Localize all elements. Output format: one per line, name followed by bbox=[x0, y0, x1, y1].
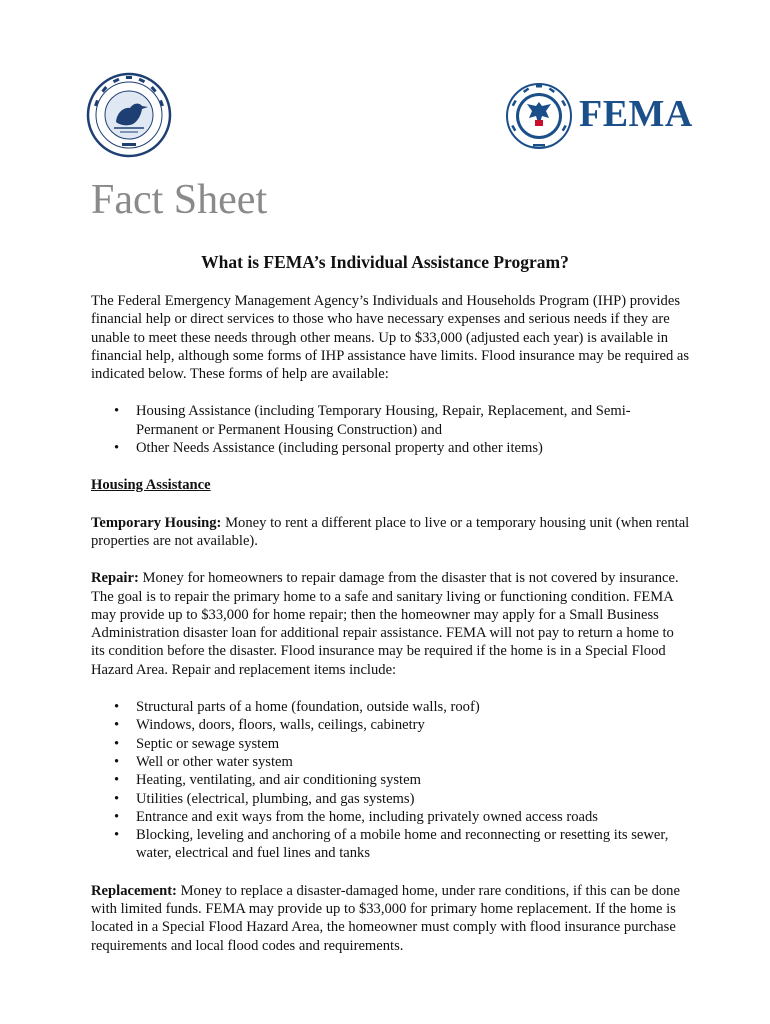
list-item: • Well or other water system bbox=[136, 753, 691, 771]
replacement-text: Money to replace a disaster-damaged home, under rare conditions, if this can be done with limited funds. FEMA may provide up to $33,000 for primary home replacement. If the home is located in a Special Flood Hazard Area, the homeowner must comply with flood insurance purchase requirements and local flood codes and requirements. bbox=[91, 882, 680, 954]
intro-paragraph: The Federal Emergency Management Agency’s Individuals and Households Program (IHP) provides financial help or direct services to those who have necessary expenses and serious needs if they are unable to meet these needs through other means. Up to $33,000 (adjusted each year) is available in financial help, although some forms of IHP assistance have limits. Flood insurance may be required as indicated below. These forms of help are available: bbox=[91, 293, 690, 383]
document-body bbox=[91, 292, 691, 974]
replacement-paragraph bbox=[91, 882, 691, 955]
repair-items-list bbox=[91, 698, 691, 863]
list-item: • Entrance and exit ways from the home, including privately owned access roads bbox=[136, 808, 691, 826]
temporary-housing-paragraph bbox=[91, 514, 691, 551]
temporary-housing-label: Temporary Housing: bbox=[91, 514, 222, 531]
page-title: Fact Sheet bbox=[91, 177, 268, 223]
list-item: • Housing Assistance (including Temporary Housing, Repair, Replacement, and Semi-Permanent or Permanent Housing Construction) and bbox=[136, 402, 691, 439]
louisiana-state-seal-icon bbox=[86, 72, 172, 158]
forms-of-help-list bbox=[91, 402, 691, 457]
list-item: • Utilities (electrical, plumbing, and gas systems) bbox=[136, 790, 691, 808]
list-item: • Windows, doors, floors, walls, ceilings, cabinetry bbox=[136, 716, 691, 734]
housing-assistance-heading: Housing Assistance bbox=[91, 477, 211, 494]
list-item: • Blocking, leveling and anchoring of a mobile home and reconnecting or resetting its sewer, water, electrical and fuel lines and tanks bbox=[136, 826, 691, 863]
list-item: • Structural parts of a home (foundation, outside walls, roof) bbox=[136, 698, 691, 716]
fema-wordmark: FEMA bbox=[579, 93, 693, 135]
list-item: • Septic or sewage system bbox=[136, 735, 691, 753]
dhs-seal-icon bbox=[505, 82, 573, 150]
replacement-label: Replacement: bbox=[91, 882, 177, 899]
list-item: • Other Needs Assistance (including personal property and other items) bbox=[136, 439, 691, 457]
list-item: • Heating, ventilating, and air conditioning system bbox=[136, 771, 691, 789]
temporary-housing-text: Money to rent a different place to live or a temporary housing unit (when rental properties are not available). bbox=[91, 514, 690, 549]
repair-text: Money for homeowners to repair damage from the disaster that is not covered by insurance. The goal is to repair the primary home to a safe and sanitary living or functioning condition. FEMA may provide up to $33,000 for home repair; then the homeowner may apply for a Small Business Administration disaster loan for additional repair assistance. FEMA will not pay to return a home to its condition before the disaster. Flood insurance may be required if the home is in a Special Flood Hazard Area. Repair and replacement items include: bbox=[91, 570, 679, 678]
fema-logo bbox=[505, 82, 705, 154]
repair-label: Repair: bbox=[91, 570, 139, 587]
repair-paragraph bbox=[91, 569, 691, 679]
page-subtitle: What is FEMA’s Individual Assistance Program? bbox=[201, 252, 569, 272]
